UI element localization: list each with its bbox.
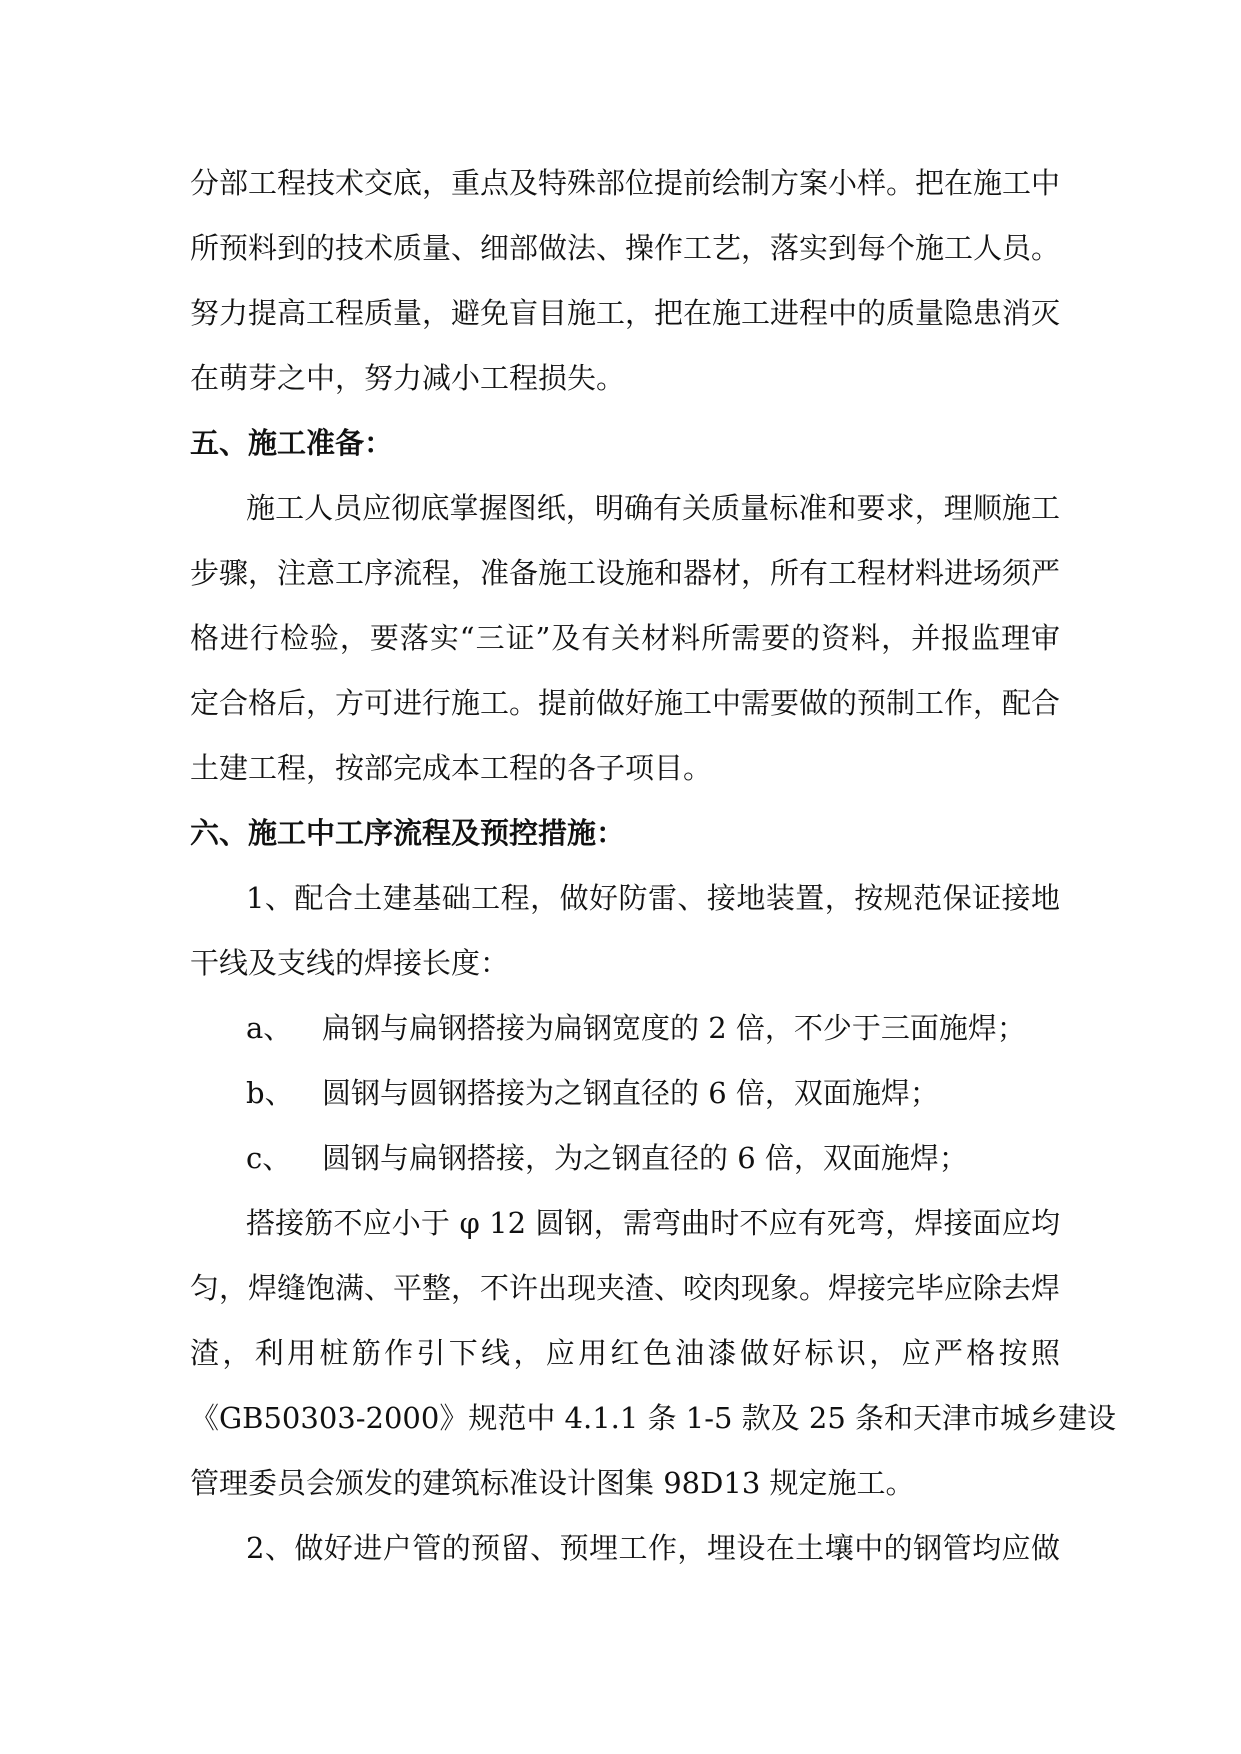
paragraph-line: 《GB50303-2000》规范中 4.1.1 条 1-5 款及 25 条和天津市城乡建设 <box>190 1401 1117 1435</box>
paragraph-line: 努力提高工程质量，避免盲目施工，把在施工进程中的质量隐患消灭 <box>190 296 1061 330</box>
list-item-label: c、 <box>246 1141 292 1175</box>
paragraph-line: 搭接筋不应小于 φ 12 圆钢，需弯曲时不应有死弯，焊接面应均 <box>246 1206 1060 1240</box>
paragraph-line: 土建工程，按部完成本工程的各子项目。 <box>190 751 713 785</box>
list-item-text: 圆钢与圆钢搭接为之钢直径的 6 倍，双面施焊； <box>322 1076 939 1110</box>
list-item <box>246 1073 939 1113</box>
paragraph-line: 干线及支线的焊接长度： <box>190 946 510 980</box>
paragraph-line: 施工人员应彻底掌握图纸，明确有关质量标准和要求，理顺施工 <box>246 491 1060 525</box>
list-item-label: b、 <box>246 1076 294 1110</box>
paragraph-line: 2、做好进户管的预留、预埋工作，埋设在土壤中的钢管均应做 <box>246 1531 1060 1565</box>
paragraph-line: 步骤，注意工序流程，准备施工设施和器材，所有工程材料进场须严 <box>190 556 1061 590</box>
paragraph-line: 1、配合土建基础工程，做好防雷、接地装置，按规范保证接地 <box>246 881 1060 915</box>
section-heading-5: 五、施工准备： <box>190 426 394 460</box>
paragraph-line: 所预料到的技术质量、细部做法、操作工艺，落实到每个施工人员。 <box>190 231 1061 265</box>
section-heading-6: 六、施工中工序流程及预控措施： <box>190 816 626 850</box>
list-item-text: 圆钢与扁钢搭接，为之钢直径的 6 倍，双面施焊； <box>322 1141 968 1175</box>
list-item-text: 扁钢与扁钢搭接为扁钢宽度的 2 倍，不少于三面施焊； <box>322 1011 1026 1045</box>
paragraph-line: 渣，利用桩筋作引下线，应用红色油漆做好标识，应严格按照 <box>190 1336 1060 1370</box>
paragraph-line: 在萌芽之中，努力减小工程损失。 <box>190 361 626 395</box>
paragraph-line: 管理委员会颁发的建筑标准设计图集 98D13 规定施工。 <box>190 1466 915 1500</box>
paragraph-line: 匀，焊缝饱满、平整，不许出现夹渣、咬肉现象。焊接完毕应除去焊 <box>190 1271 1061 1305</box>
paragraph-line: 格进行检验，要落实“三证”及有关材料所需要的资料，并报监理审 <box>190 621 1060 655</box>
list-item <box>246 1138 968 1178</box>
list-item-label: a、 <box>246 1011 293 1045</box>
paragraph-line: 定合格后，方可进行施工。提前做好施工中需要做的预制工作，配合 <box>190 686 1061 720</box>
paragraph-line: 分部工程技术交底，重点及特殊部位提前绘制方案小样。把在施工中 <box>190 166 1061 200</box>
list-item <box>246 1008 1026 1048</box>
